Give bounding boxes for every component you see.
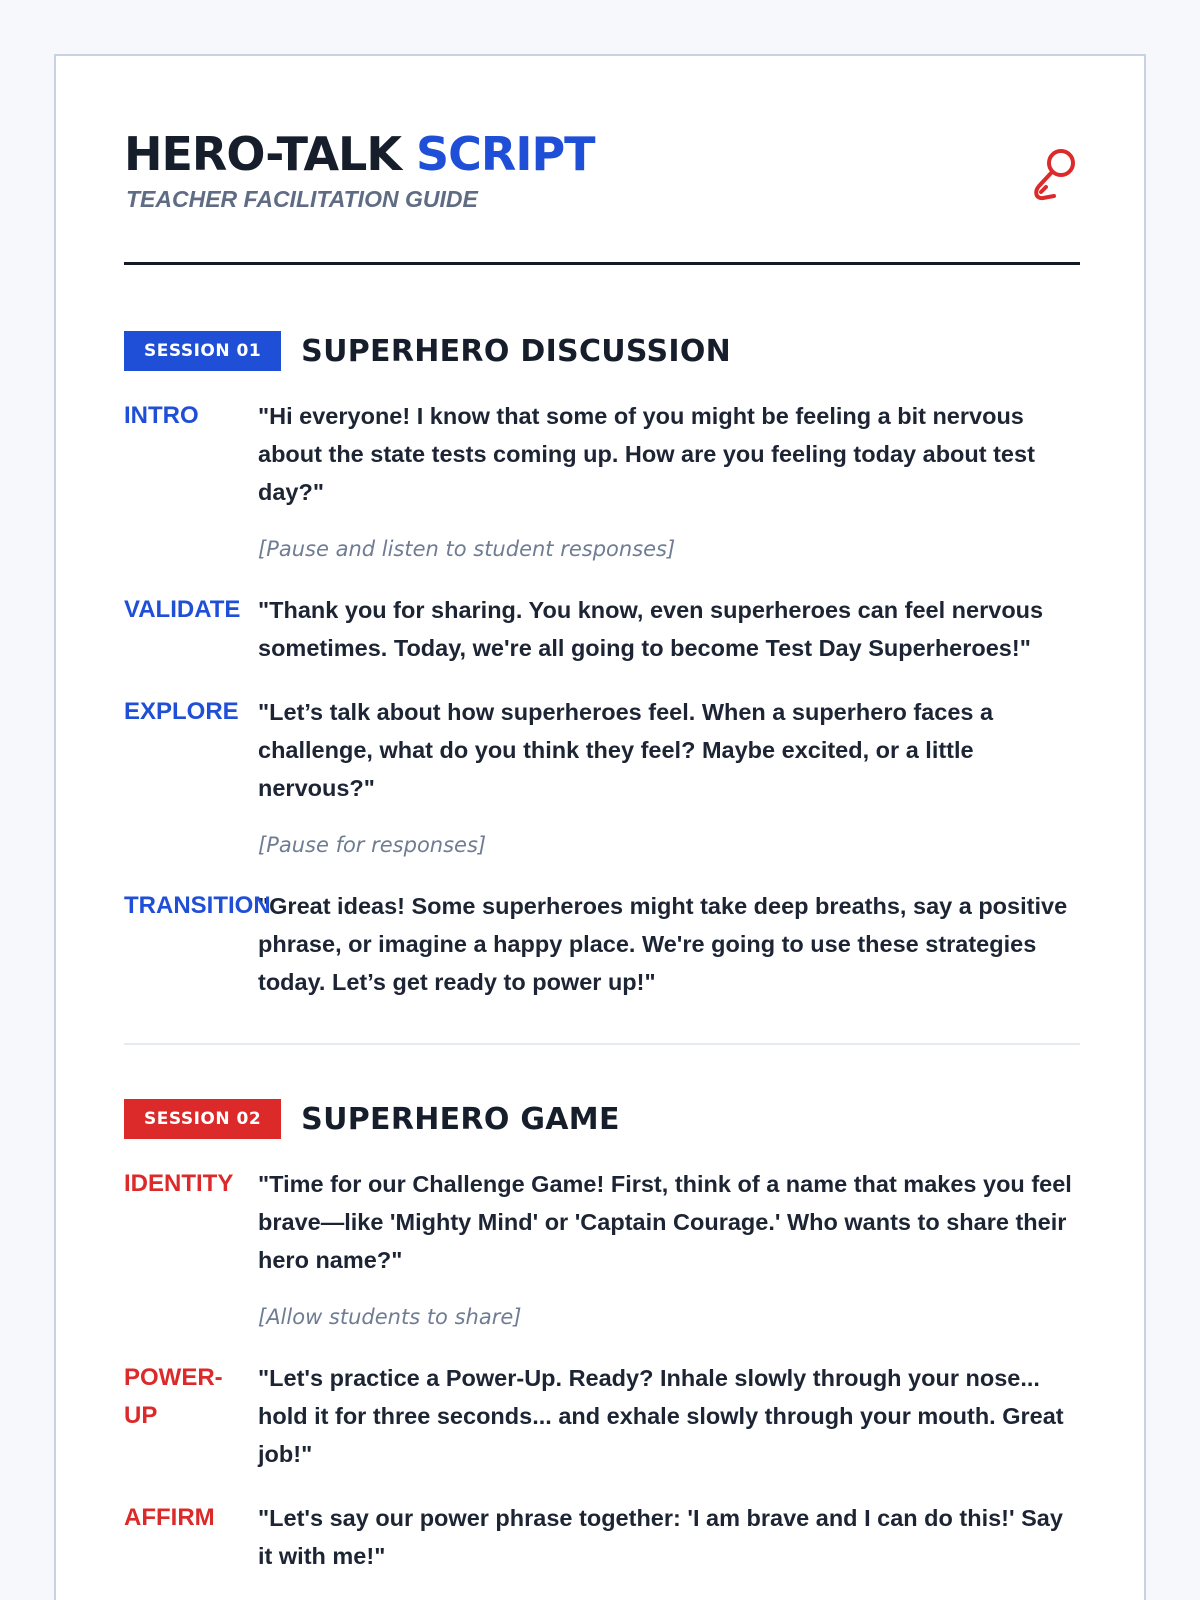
script-page	[54, 54, 1146, 1600]
row-stage-note: [Pause for responses]	[258, 833, 487, 857]
row-label: TRANSITION	[124, 892, 271, 919]
row-script-text: "Let’s talk about how superheroes feel. When a superhero faces a challenge, what do you think they feel? Maybe excited, or a little nervous?"	[258, 699, 994, 801]
title-accent: SCRIPT	[416, 127, 595, 181]
row-stage-note: [Allow students to share]	[258, 1305, 522, 1329]
row-script-text: "Great ideas! Some superheroes might take deep breaths, say a positive phrase, or imagine a happy place. We're going to use these strategies today. Let’s get ready to power up!"	[258, 893, 1068, 995]
row-script-text: "Hi everyone! I know that some of you might be feeling a bit nervous about the state tests coming up. How are you feeling today about test day?"	[258, 403, 1035, 505]
session-01	[124, 331, 1080, 1001]
row-script-text: "Let's practice a Power-Up. Ready? Inhale slowly through your nose... hold it for three seconds... and exhale slowly through your mouth. Great job!"	[258, 1365, 1064, 1467]
page-title	[124, 126, 595, 182]
row-label: POWER-UP	[124, 1364, 223, 1429]
row-script-text: "Thank you for sharing. You know, even superheroes can feel nervous sometimes. Today, we're all going to become Test Day Superheroes!"	[258, 597, 1044, 661]
script-row-intro	[124, 397, 1080, 565]
row-label: INTRO	[124, 402, 199, 429]
session-02	[124, 1099, 1080, 1575]
session-title: SUPERHERO DISCUSSION	[301, 333, 732, 369]
session-header	[124, 1099, 1080, 1139]
page-content	[124, 56, 1080, 1600]
session-title: SUPERHERO GAME	[301, 1101, 620, 1137]
microphone-icon	[1028, 146, 1080, 206]
session-badge: SESSION 01	[124, 331, 281, 371]
script-row-transition	[124, 887, 1080, 1001]
row-label: AFFIRM	[124, 1504, 215, 1531]
title-main: HERO-TALK	[124, 127, 401, 181]
script-row-power-up	[124, 1359, 1080, 1473]
row-label: EXPLORE	[124, 698, 239, 725]
page-subtitle: TEACHER FACILITATION GUIDE	[126, 186, 478, 212]
session-badge: SESSION 02	[124, 1099, 281, 1139]
row-stage-note: [Pause and listen to student responses]	[258, 537, 676, 561]
script-row-explore	[124, 693, 1080, 861]
row-label: IDENTITY	[124, 1170, 234, 1197]
section-divider	[124, 1043, 1080, 1045]
row-script-text: "Let's say our power phrase together: 'I am brave and I can do this!' Say it with me!"	[258, 1505, 1063, 1569]
row-label: VALIDATE	[124, 596, 241, 623]
row-script-text: "Time for our Challenge Game! First, think of a name that makes you feel brave—like 'Mighty Mind' or 'Captain Courage.' Who wants to share their hero name?"	[258, 1171, 1072, 1273]
script-row-validate	[124, 591, 1080, 667]
script-row-identity	[124, 1165, 1080, 1333]
script-row-affirm	[124, 1499, 1080, 1575]
page-header	[124, 56, 1080, 265]
session-header	[124, 331, 1080, 371]
